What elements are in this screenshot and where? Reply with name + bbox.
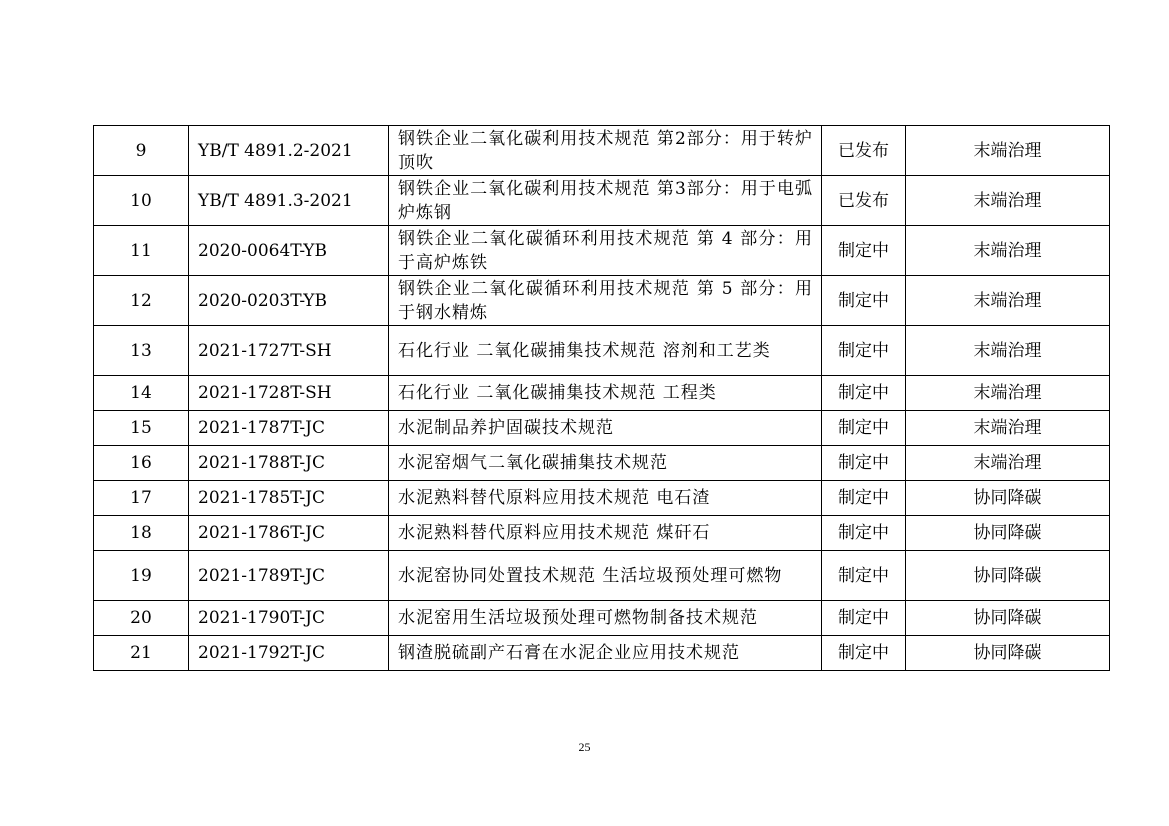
row-number-cell: 9	[94, 126, 189, 176]
standard-name-cell	[389, 601, 822, 636]
standard-code-cell: 2021-1727T-SH	[189, 326, 389, 376]
category-cell: 末端治理	[906, 176, 1110, 226]
table-row	[94, 226, 1110, 276]
table-row	[94, 176, 1110, 226]
category-cell: 末端治理	[906, 326, 1110, 376]
category-cell: 协同降碳	[906, 516, 1110, 551]
standard-name-cell	[389, 481, 822, 516]
standard-code-cell: 2020-0064T-YB	[189, 226, 389, 276]
table-row	[94, 411, 1110, 446]
standard-name-text: 水泥熟料替代原料应用技术规范 煤矸石	[398, 523, 711, 543]
status-cell: 制定中	[822, 376, 906, 411]
row-number-cell: 19	[94, 551, 189, 601]
page-number: 25	[578, 740, 591, 754]
standard-name-text: 钢铁企业二氧化碳循环利用技术规范 第 5 部分：用于钢水精炼	[398, 278, 813, 323]
standard-code-cell: YB/T 4891.3-2021	[189, 176, 389, 226]
category-cell: 末端治理	[906, 446, 1110, 481]
status-cell: 制定中	[822, 276, 906, 326]
standard-name-text: 水泥制品养护固碳技术规范	[398, 418, 614, 438]
row-number-cell: 20	[94, 601, 189, 636]
standard-name-text: 水泥窑用生活垃圾预处理可燃物制备技术规范	[398, 608, 758, 628]
standard-name-cell	[389, 516, 822, 551]
row-number-cell: 13	[94, 326, 189, 376]
row-number-cell: 18	[94, 516, 189, 551]
table-row	[94, 516, 1110, 551]
table-row	[94, 126, 1110, 176]
status-cell: 已发布	[822, 176, 906, 226]
standard-code-cell: 2021-1789T-JC	[189, 551, 389, 601]
standard-name-text: 石化行业 二氧化碳捕集技术规范 工程类	[398, 383, 717, 403]
status-cell: 制定中	[822, 551, 906, 601]
standards-table-body	[94, 126, 1110, 671]
standard-code-cell: 2021-1785T-JC	[189, 481, 389, 516]
status-cell: 制定中	[822, 601, 906, 636]
standard-name-cell	[389, 176, 822, 226]
standard-name-text: 水泥熟料替代原料应用技术规范 电石渣	[398, 488, 711, 508]
row-number-cell: 11	[94, 226, 189, 276]
standard-code-cell: 2021-1788T-JC	[189, 446, 389, 481]
table-row	[94, 481, 1110, 516]
standard-code-cell: 2021-1728T-SH	[189, 376, 389, 411]
standard-code-cell: 2021-1787T-JC	[189, 411, 389, 446]
status-cell: 制定中	[822, 446, 906, 481]
row-number-cell: 16	[94, 446, 189, 481]
standard-name-cell	[389, 411, 822, 446]
status-cell: 制定中	[822, 411, 906, 446]
standard-name-text: 钢渣脱硫副产石膏在水泥企业应用技术规范	[398, 643, 740, 663]
category-cell: 协同降碳	[906, 481, 1110, 516]
status-cell: 制定中	[822, 226, 906, 276]
category-cell: 协同降碳	[906, 636, 1110, 671]
row-number-cell: 14	[94, 376, 189, 411]
category-cell: 末端治理	[906, 126, 1110, 176]
standard-name-cell	[389, 126, 822, 176]
standard-name-cell	[389, 376, 822, 411]
standards-table	[93, 125, 1110, 671]
standard-name-text: 水泥窑协同处置技术规范 生活垃圾预处理可燃物	[398, 565, 783, 586]
standard-name-cell	[389, 226, 822, 276]
standard-code-cell: 2021-1786T-JC	[189, 516, 389, 551]
row-number-cell: 12	[94, 276, 189, 326]
table-row	[94, 376, 1110, 411]
standard-name-cell	[389, 551, 822, 601]
category-cell: 末端治理	[906, 226, 1110, 276]
status-cell: 制定中	[822, 481, 906, 516]
standard-code-cell: 2020-0203T-YB	[189, 276, 389, 326]
row-number-cell: 10	[94, 176, 189, 226]
row-number-cell: 15	[94, 411, 189, 446]
status-cell: 已发布	[822, 126, 906, 176]
status-cell: 制定中	[822, 636, 906, 671]
status-cell: 制定中	[822, 516, 906, 551]
table-row	[94, 276, 1110, 326]
standard-code-cell: YB/T 4891.2-2021	[189, 126, 389, 176]
category-cell: 末端治理	[906, 276, 1110, 326]
row-number-cell: 21	[94, 636, 189, 671]
standard-name-cell	[389, 276, 822, 326]
standard-code-cell: 2021-1790T-JC	[189, 601, 389, 636]
standard-name-text: 水泥窑烟气二氧化碳捕集技术规范	[398, 453, 668, 473]
standard-name-text: 钢铁企业二氧化碳利用技术规范 第2部分：用于转炉顶吹	[398, 128, 813, 173]
table-row	[94, 636, 1110, 671]
category-cell: 末端治理	[906, 376, 1110, 411]
table-row	[94, 551, 1110, 601]
standard-name-cell	[389, 446, 822, 481]
table-row	[94, 446, 1110, 481]
category-cell: 协同降碳	[906, 551, 1110, 601]
standard-code-cell: 2021-1792T-JC	[189, 636, 389, 671]
row-number-cell: 17	[94, 481, 189, 516]
standard-name-cell	[389, 636, 822, 671]
standard-name-text: 石化行业 二氧化碳捕集技术规范 溶剂和工艺类	[398, 340, 771, 361]
category-cell: 协同降碳	[906, 601, 1110, 636]
standard-name-text: 钢铁企业二氧化碳利用技术规范 第3部分：用于电弧炉炼钢	[398, 178, 813, 223]
category-cell: 末端治理	[906, 411, 1110, 446]
standard-name-text: 钢铁企业二氧化碳循环利用技术规范 第 4 部分：用于高炉炼铁	[398, 228, 813, 273]
status-cell: 制定中	[822, 326, 906, 376]
table-row	[94, 601, 1110, 636]
table-row	[94, 326, 1110, 376]
standard-name-cell	[389, 326, 822, 376]
